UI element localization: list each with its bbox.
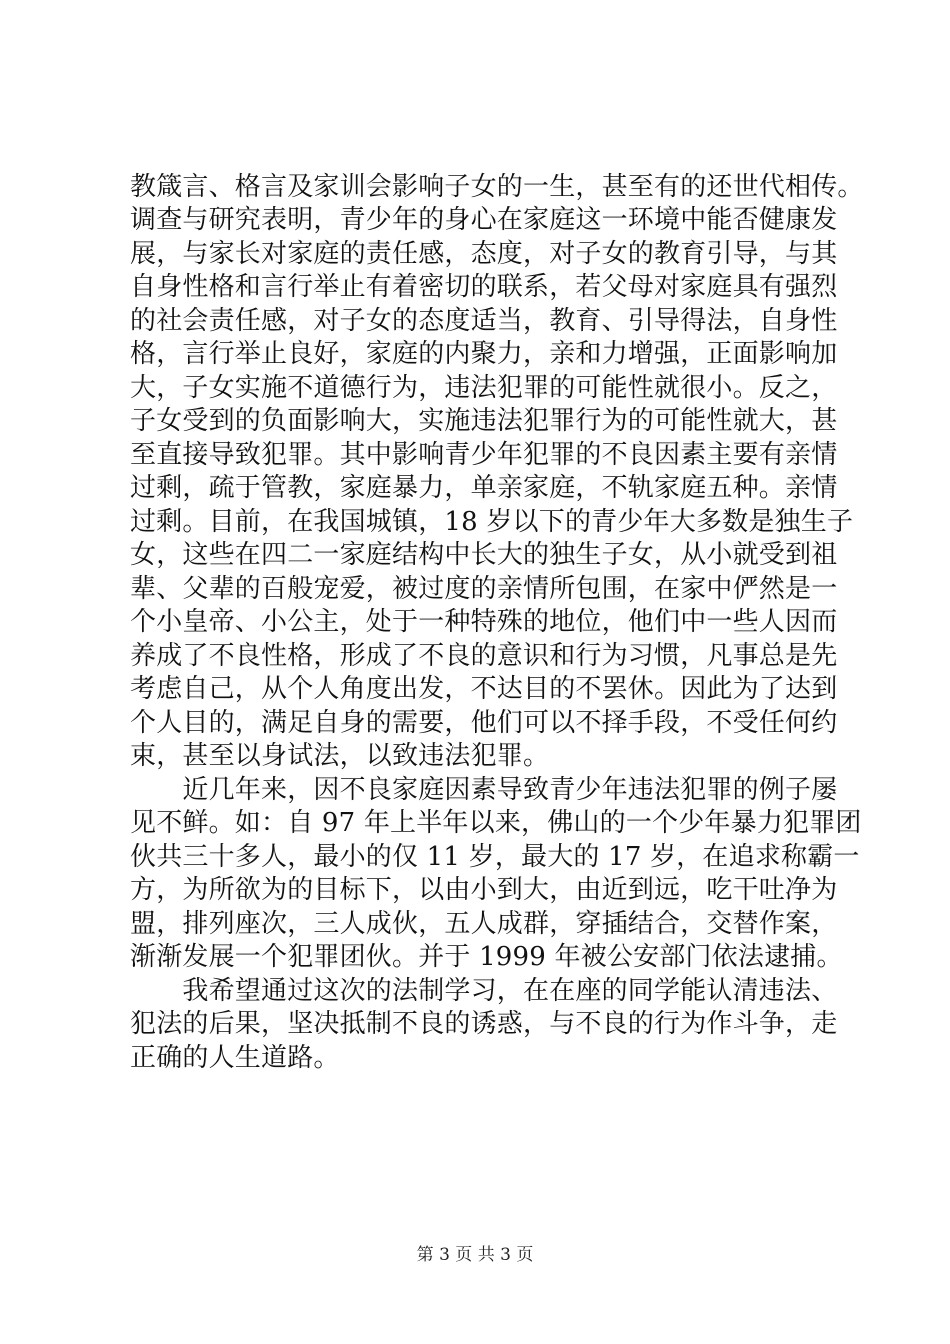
- text-line: 犯法的后果，坚决抵制不良的诱惑，与不良的行为作斗争，走: [130, 1009, 838, 1039]
- text-line: 过剩，疏于管教，家庭暴力，单亲家庭，不轨家庭五种。亲情: [130, 473, 838, 503]
- text-line: 束，甚至以身试法，以致违法犯罪。: [130, 741, 550, 771]
- text-line: 格，言行举止良好，家庭的内聚力，亲和力增强，正面影响加: [130, 339, 838, 369]
- text-line: 见不鲜。如：自 97 年上半年以来，佛山的一个少年暴力犯罪团: [130, 808, 862, 838]
- text-line: 近几年来，因不良家庭因素导致青少年违法犯罪的例子屡: [130, 775, 838, 805]
- text-line: 自身性格和言行举止有着密切的联系，若父母对家庭具有强烈: [130, 272, 838, 302]
- text-line: 调查与研究表明，青少年的身心在家庭这一环境中能否健康发: [130, 205, 838, 235]
- text-line: 大，子女实施不道德行为，违法犯罪的可能性就很小。反之，: [130, 373, 838, 403]
- text-line: 盟，排列座次，三人成伙，五人成群，穿插结合，交替作案，: [130, 909, 838, 939]
- text-line: 渐渐发展一个犯罪团伙。并于 1999 年被公安部门依法逮捕。: [130, 942, 843, 972]
- text-line: 考虑自己，从个人角度出发，不达目的不罢休。因此为了达到: [130, 674, 838, 704]
- text-line: 子女受到的负面影响大，实施违法犯罪行为的可能性就大，甚: [130, 406, 838, 436]
- text-line: 至直接导致犯罪。其中影响青少年犯罪的不良因素主要有亲情: [130, 440, 838, 470]
- text-line: 方，为所欲为的目标下，以由小到大，由近到远，吃干吐净为: [130, 875, 838, 905]
- text-line: 教箴言、格言及家训会影响子女的一生，甚至有的还世代相传。: [130, 172, 864, 202]
- text-line: 个小皇帝、小公主，处于一种特殊的地位，他们中一些人因而: [130, 607, 838, 637]
- text-line: 过剩。目前，在我国城镇，18 岁以下的青少年大多数是独生子: [130, 507, 854, 537]
- text-line: 个人目的，满足自身的需要，他们可以不择手段，不受任何约: [130, 708, 838, 738]
- text-line: 辈、父辈的百般宠爱，被过度的亲情所包围，在家中俨然是一: [130, 574, 838, 604]
- text-line: 我希望通过这次的法制学习，在在座的同学能认清违法、: [130, 976, 838, 1006]
- text-line: 伙共三十多人，最小的仅 11 岁，最大的 17 岁，在追求称霸一: [130, 842, 860, 872]
- page-footer: 第 3 页 共 3 页: [416, 1245, 534, 1265]
- text-line: 女，这些在四二一家庭结构中长大的独生子女，从小就受到祖: [130, 540, 838, 570]
- text-line: 养成了不良性格，形成了不良的意识和行为习惯，凡事总是先: [130, 641, 838, 671]
- text-line: 展，与家长对家庭的责任感，态度，对子女的教育引导，与其: [130, 239, 838, 269]
- text-line: 正确的人生道路。: [130, 1043, 340, 1073]
- text-line: 的社会责任感，对子女的态度适当，教育、引导得法，自身性: [130, 306, 838, 336]
